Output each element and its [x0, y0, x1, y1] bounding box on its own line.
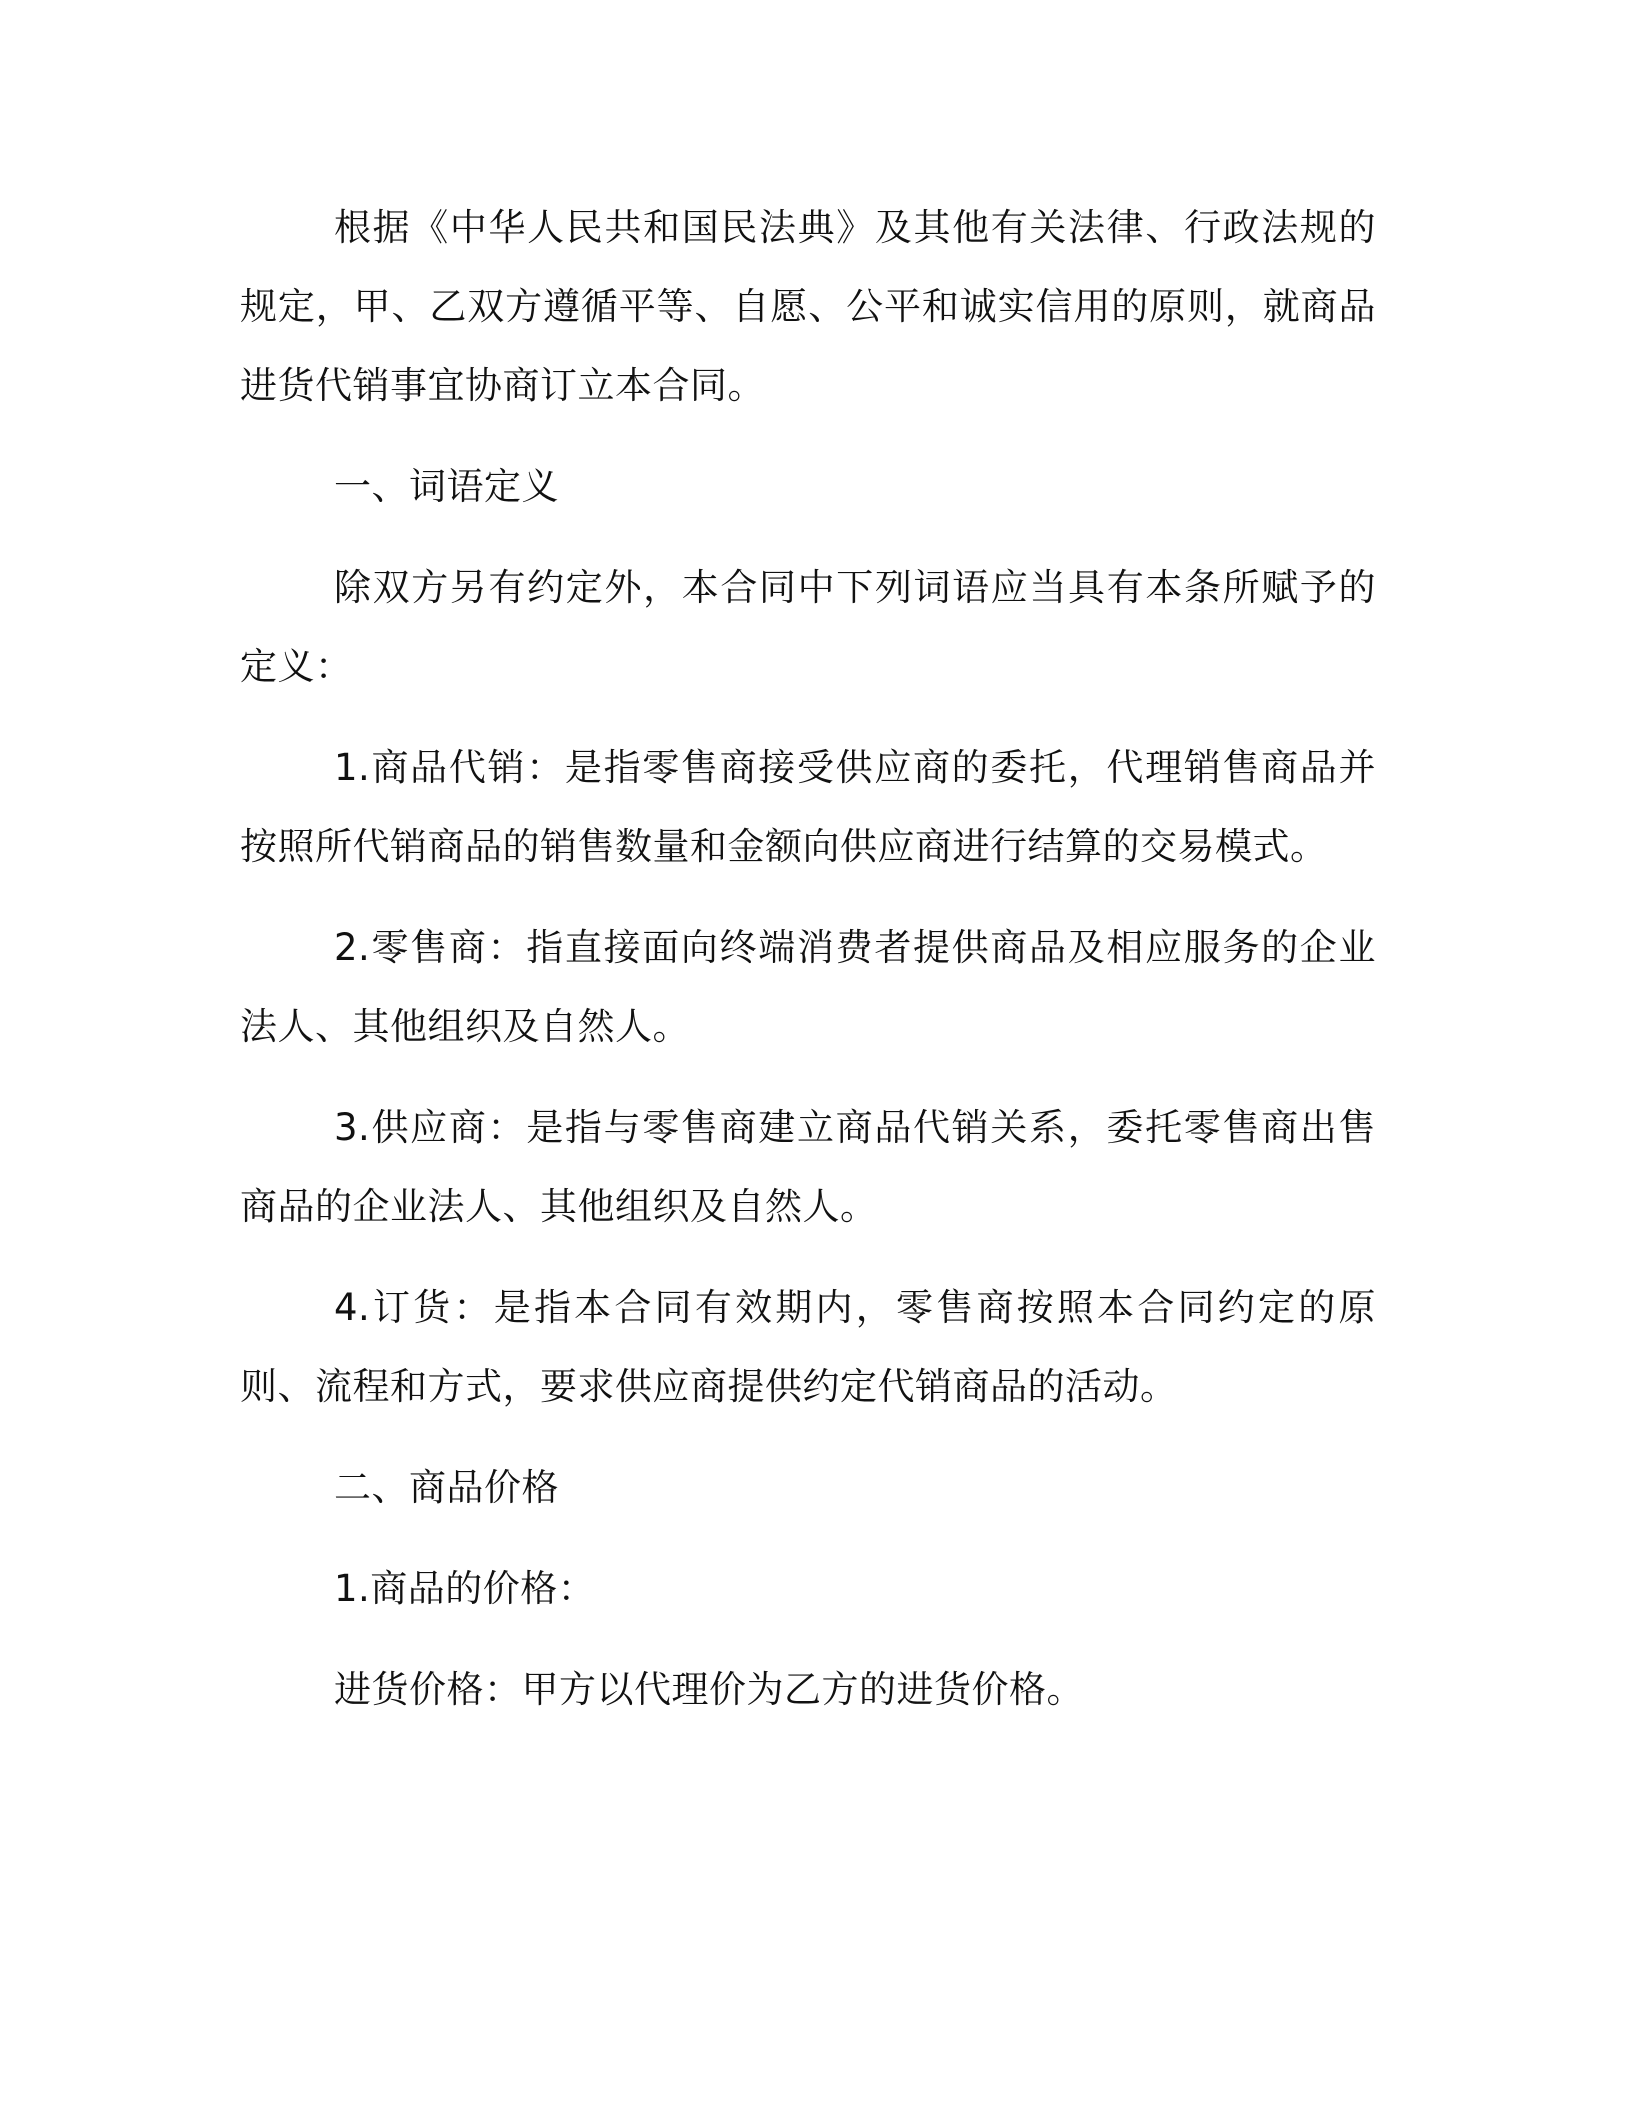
definition-item: 4.订货：是指本合同有效期内，零售商按照本合同约定的原则、流程和方式，要求供应商提供约定代销商品的活动。 — [240, 1286, 1376, 1408]
section-1-heading: 一、词语定义 — [334, 465, 559, 508]
section-1-lead: 除双方另有约定外，本合同中下列词语应当具有本条所赋予的定义： — [240, 566, 1376, 688]
definition-item: 1.商品代销：是指零售商接受供应商的委托，代理销售商品并按照所代销商品的销售数量和金额向供应商进行结算的交易模式。 — [240, 746, 1376, 868]
intro-paragraph: 根据《中华人民共和国民法典》及其他有关法律、行政法规的规定，甲、乙双方遵循平等、自愿、公平和诚实信用的原则，就商品进货代销事宜协商订立本合同。 — [240, 206, 1376, 407]
purchase-price-text: 进货价格：甲方以代理价为乙方的进货价格。 — [334, 1668, 1084, 1711]
definition-item: 2.零售商：指直接面向终端消费者提供商品及相应服务的企业法人、其他组织及自然人。 — [240, 926, 1376, 1048]
document-page — [240, 188, 1376, 1751]
section-2-heading: 二、商品价格 — [334, 1466, 559, 1509]
definition-item: 3.供应商：是指与零售商建立商品代销关系，委托零售商出售商品的企业法人、其他组织及自然人。 — [240, 1106, 1376, 1228]
price-item-1: 1.商品的价格： — [334, 1567, 596, 1610]
